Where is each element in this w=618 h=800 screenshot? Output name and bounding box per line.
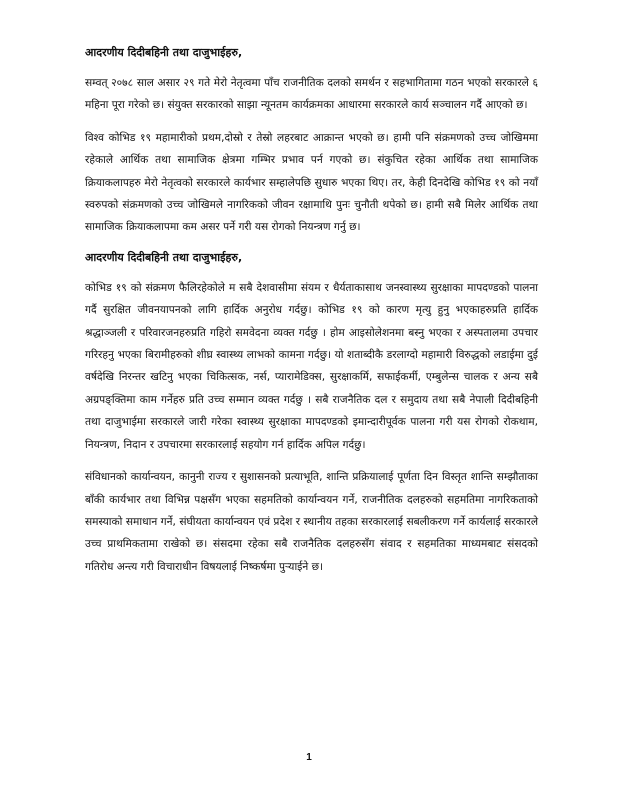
salutation-heading-1: आदरणीय दिदीबहिनी तथा दाजुभाईहरु, — [85, 46, 243, 59]
paragraph-1: सम्वत् २०७८ साल असार २९ गते मेरो नेतृत्वमा पाँच राजनीतिक दलको समर्थन र सहभागितामा गठन भएको सरकारले ६ महिना पूरा गरेको छ। संयुक्त सरकारको साझा न्यूनतम कार्यक्रमका आधारमा सरकारले कार्य सञ्चालन गर्दै आएको छ। — [85, 77, 538, 112]
page-number: 1 — [306, 752, 312, 763]
paragraph-3: कोभिड १९ को संक्रमण फैलिरहेकोले म सबै देशवासीमा संयम र धैर्यताकासाथ जनस्वास्थ्य सुरक्षाका मापदण्डको पालना गर्दै सुरक्षित जीवनयापनको लागि हार्दिक अनुरोध गर्दछु। कोभिड १९ को कारण मृत्यु हुनु भएकाहरुप्रति हार्दिक श्रद्धाञ्जली र परिवारजनहरुप्रति गहिरो समवेदना व्यक्त गर्दछु । होम आइसोलेशनमा बस्नु भएका र अस्पतालमा उपचार गरिरहनु भएका बिरामीहरुको शीघ्र स्वास्थ्य लाभको कामना गर्दछु। यो शताब्दीकै डरलाग्दो महामारी विरुद्धको लडाईमा दुई वर्षदेखि निरन्तर खटिनु भएका चिकित्सक, नर्स, प्यारामेडिक्स, सुरक्षाकर्मि, सफाईकर्मी, एम्बुलेन्स चालक र अन्य सबै अग्रपङ्क्तिमा काम गर्नेहरु प्रति उच्च सम्मान व्यक्त गर्दछु । सबै राजनैतिक दल र समुदाय तथा सबै नेपाली दिदीबहिनी तथा दाजुभाईमा सरकारले जारी गरेका स्वास्थ्य सुरक्षाका मापदण्डको इमान्दारीपूर्वक पालना गरी यस रोगको रोकथाम, नियन्त्रण, निदान र उपचारमा सरकारलाई सहयोग गर्न हार्दिक अपिल गर्दछु। — [85, 281, 538, 451]
paragraph-4: संविधानको कार्यान्वयन, कानुनी राज्य र सुशासनको प्रत्याभूति, शान्ति प्रक्रियालाई पूर्णता दिन विस्तृत शान्ति सम्झौताका बाँकी कार्यभार तथा विभिन्न पक्षसँग भएका सहमतिको कार्यान्वयन गर्ने, राजनीतिक दलहरुको सहमतिमा नागरिकताको समस्याको समाधान गर्ने, संघीयता कार्यान्वयन एवं प्रदेश र स्थानीय तहका सरकारलाई सबलीकरण गर्ने कार्यलाई सरकारले उच्च प्राथमिकतामा राखेको छ। संसदमा रहेका सबै राजनैतिक दलहरुसँग संवाद र सहमतिका माध्यमबाट संसदको गतिरोध अन्त्य गरी विचाराधीन विषयलाई निष्कर्षमा पुऱ्याईने छ। — [85, 471, 538, 573]
salutation-heading-2: आदरणीय दिदीबहिनी तथा दाजुभाईहरु, — [85, 250, 243, 264]
paragraph-2: विश्व कोभिड १९ महामारीको प्रथम,दोस्रो र तेस्रो लहरबाट आक्रान्त भएको छ। हामी पनि संक्रमणको उच्च जोखिममा रहेकाले आर्थिक तथा सामाजिक क्षेत्रमा गम्भिर प्रभाव पर्न गएको छ। संकुचित रहेका आर्थिक तथा सामाजिक क्रियाकलापहरु मेरो नेतृत्वको सरकारले कार्यभार सम्हालेपछि सुधारु भएका थिए। तर, केही दिनदेखि कोभिड १९ को नयाँ स्वरुपको संक्रमणको उच्च जोखिमले नागरिकको जीवन रक्षामाथि पुनः चुनौती थपेको छ। हामी सबै मिलेर आर्थिक तथा सामाजिक क्रियाकलापमा कम असर पर्ने गरी यस रोगको नियन्त्रण गर्नु छ। — [85, 131, 538, 234]
